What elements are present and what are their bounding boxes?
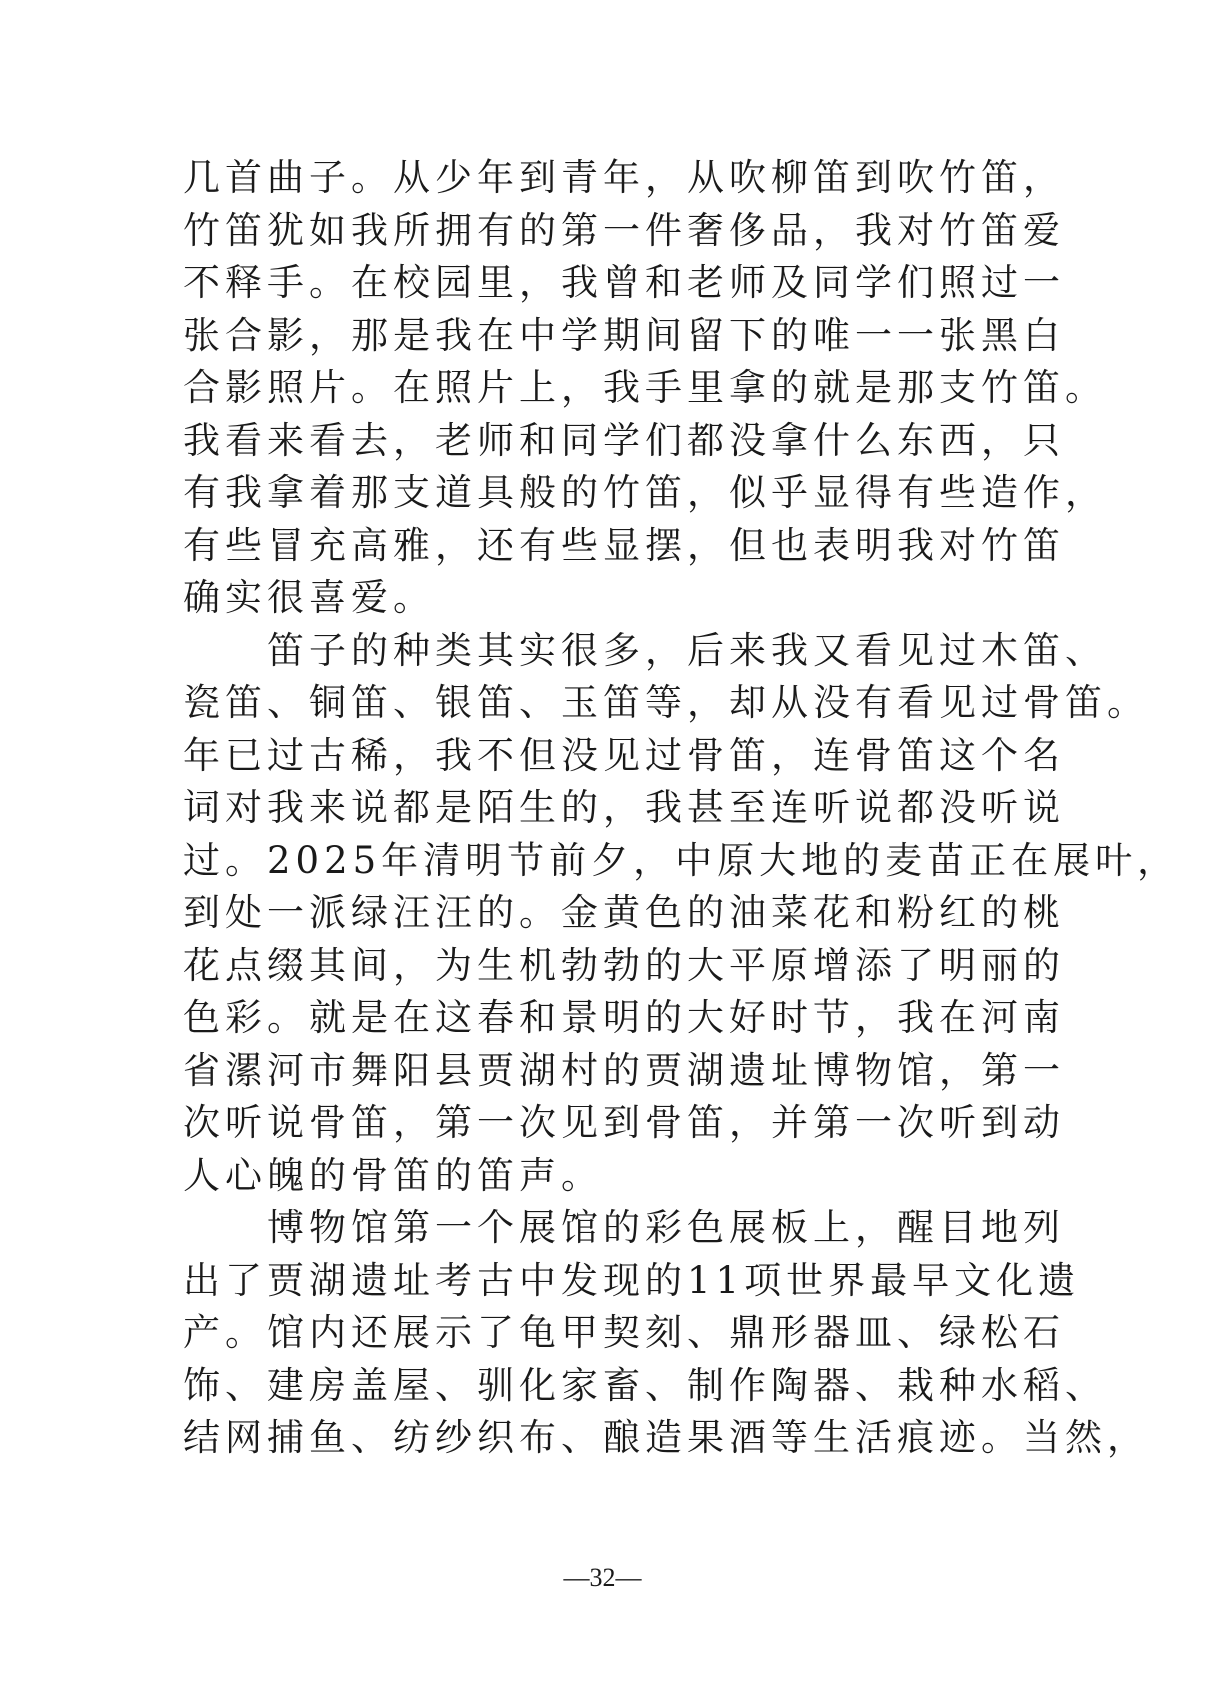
text-line: 不释手。在校园里，我曾和老师及同学们照过一 xyxy=(183,261,1065,304)
text-line: 人心魄的骨笛的笛声。 xyxy=(183,1153,603,1197)
text-line: 出了贾湖遗址考古中发现的11项世界最早文化遗 xyxy=(183,1258,1081,1302)
text-line: 张合影，那是我在中学期间留下的唯一一张黑白 xyxy=(183,313,1065,357)
text-line: 竹笛犹如我所拥有的第一件奢侈品，我对竹笛爱 xyxy=(183,208,1065,252)
text-line: 有我拿着那支道具般的竹笛，似乎显得有些造作， xyxy=(183,471,1107,514)
text-line: 年已过古稀，我不但没见过骨笛，连骨笛这个名 xyxy=(183,733,1065,777)
text-line: 到处一派绿汪汪的。金黄色的油菜花和粉红的桃 xyxy=(183,891,1065,934)
text-line: 确实很喜爱。 xyxy=(183,576,435,619)
text-line: 结网捕鱼、纺纱织布、酿造果酒等生活痕迹。当然， xyxy=(183,1416,1149,1459)
text-line: 博物馆第一个展馆的彩色展板上，醒目地列 xyxy=(183,1206,1065,1249)
text-line: 饰、建房盖屋、驯化家畜、制作陶器、栽种水稻、 xyxy=(183,1363,1107,1407)
text-line: 产。馆内还展示了龟甲契刻、鼎形器皿、绿松石 xyxy=(183,1311,1065,1354)
text-line: 过。2025年清明节前夕，中原大地的麦苗正在展叶， xyxy=(183,838,1180,882)
text-line: 瓷笛、铜笛、银笛、玉笛等，却从没有看见过骨笛。 xyxy=(183,681,1149,724)
text-line: 笛子的种类其实很多，后来我又看见过木笛、 xyxy=(183,628,1107,672)
text-line: 花点缀其间，为生机勃勃的大平原增添了明丽的 xyxy=(183,943,1065,987)
body-text xyxy=(183,152,1180,1465)
text-line: 几首曲子。从少年到青年，从吹柳笛到吹竹笛， xyxy=(183,156,1065,199)
text-line: 我看来看去，老师和同学们都没拿什么东西，只 xyxy=(183,418,1065,462)
text-line: 词对我来说都是陌生的，我甚至连听说都没听说 xyxy=(183,786,1065,829)
text-line: 次听说骨笛，第一次见到骨笛，并第一次听到动 xyxy=(183,1101,1065,1144)
text-line: 色彩。就是在这春和景明的大好时节，我在河南 xyxy=(183,996,1065,1039)
page-number: —32— xyxy=(563,1563,642,1592)
text-line: 省漯河市舞阳县贾湖村的贾湖遗址博物馆，第一 xyxy=(183,1048,1065,1092)
text-line: 合影照片。在照片上，我手里拿的就是那支竹笛。 xyxy=(183,366,1107,409)
text-line: 有些冒充高雅，还有些显摆，但也表明我对竹笛 xyxy=(183,523,1065,567)
